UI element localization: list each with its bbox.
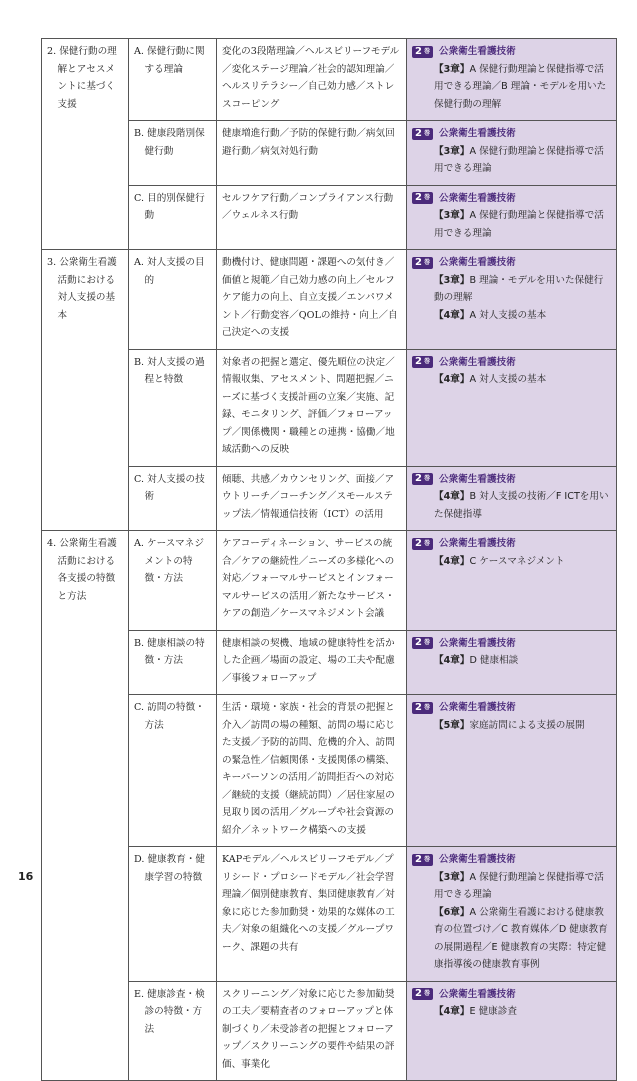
category-cell [42,630,129,695]
subcategory-cell [129,695,217,847]
chapter-label: 【6章】 [434,906,470,918]
content-cell: 健康相談の契機、地域の健康特性を活かした企画／場面の設定、場の工夫や配慮／事後フォローアップ [217,630,407,695]
category-cell [42,121,129,186]
subcategory-label: E. 健康診査・検診の特徴・方法 [134,988,205,1035]
volume-number: 2 [415,988,422,1000]
reference-header [412,43,611,61]
volume-suffix: 巻 [423,129,430,137]
volume-number: 2 [415,473,422,485]
content-cell: セルフケア行動／コンプライアンス行動／ウェルネス行動 [217,185,407,250]
category-label: 3. 公衆衛生看護活動における対人支援の基本 [47,257,117,321]
reference-cell [407,847,617,982]
page-number: 16 [18,870,34,883]
volume-number: 2 [415,637,422,649]
subcategory-cell [129,847,217,982]
chapter-label: 【4章】 [434,309,470,321]
volume-suffix: 巻 [423,639,430,647]
reference-header [412,190,611,208]
subcategory-label: A. 対人支援の目的 [134,257,205,286]
volume-suffix: 巻 [423,990,430,998]
volume-badge-icon [412,192,433,204]
category-cell [42,466,129,531]
chapter-label: 【5章】 [434,719,470,731]
reference-cell [407,185,617,250]
reference-line [412,553,611,571]
reference-header [412,986,611,1004]
reference-header [412,254,611,272]
reference-cell [407,349,617,466]
subcategory-label: A. ケースマネジメントの特徴・方法 [134,538,204,584]
reference-line [412,207,611,242]
reference-header [412,851,611,869]
reference-cell [407,695,617,847]
subcategory-cell [129,121,217,186]
content-cell: 傾聴、共感／カウンセリング、面接／アウトリーチ／コーチング／スモールステップ法／情報通信技術（ICT）の活用 [217,466,407,531]
reference-cell [407,39,617,121]
table-row [42,121,617,186]
volume-number: 2 [415,537,422,549]
table-row [42,531,617,631]
reference-title: 公衆衛生看護技術 [438,988,516,1000]
chapter-text: A 対人支援の基本 [469,309,547,321]
chapter-text: 家庭訪問による支援の展開 [469,719,585,731]
reference-header [412,125,611,143]
table-row [42,695,617,847]
reference-title: 公衆衛生看護技術 [438,637,516,649]
volume-number: 2 [415,256,422,268]
subcategory-cell [129,250,217,350]
chapter-label: 【3章】 [434,210,470,221]
content-cell: ケアコーディネーション、サービスの統合／ケアの継続性／ニーズの多様化への対応／フォーマルサービスとインフォーマルサービスの活用／新たなサービス・ケアの創造／ケースマネジメント会議 [217,531,407,631]
table-row [42,847,617,982]
volume-badge-icon [412,46,433,58]
volume-suffix: 巻 [423,475,430,483]
volume-badge-icon [412,988,433,1000]
category-cell [42,981,129,1081]
chapter-text: B 対人支援の技術／F ICTを用いた保健指導 [434,491,609,520]
reference-line [412,143,611,178]
volume-number: 2 [415,45,422,57]
content-cell: スクリーニング／対象に応じた参加勧奨の工夫／要精査者のフォローアップと体制づくり／未受診者の把握とフォローアップ／スクリーニングの要件や結果の評価、事業化 [217,981,407,1081]
reference-header [412,635,611,653]
reference-title: 公衆衛生看護技術 [438,128,516,139]
reference-header [412,699,611,717]
category-cell [42,695,129,847]
subcategory-cell [129,349,217,466]
subcategory-cell [129,466,217,531]
volume-suffix: 巻 [423,258,430,266]
category-cell [42,39,129,121]
chapter-label: 【4章】 [434,1006,470,1017]
chapter-text: B 理論・モデルを用いた保健行動の理解 [434,274,604,303]
reference-cell [407,981,617,1081]
volume-suffix: 巻 [423,47,430,55]
volume-suffix: 巻 [423,539,430,547]
reference-header [412,354,611,372]
reference-line [412,307,611,325]
chapter-text: A 保健行動理論と保健指導で活用できる理論 [434,145,604,174]
volume-number: 2 [415,192,422,204]
reference-line [412,652,611,670]
reference-line [412,272,611,307]
category-cell [42,531,129,631]
reference-title: 公衆衛生看護技術 [438,46,516,57]
chapter-label: 【4章】 [434,655,470,666]
subcategory-cell [129,531,217,631]
reference-line [412,488,611,523]
reference-line [412,869,611,904]
reference-cell [407,531,617,631]
chapter-text: E 健康診査 [469,1006,517,1017]
volume-badge-icon [412,702,433,714]
category-cell [42,847,129,982]
reference-cell [407,630,617,695]
content-cell: 生活・環境・家族・社会的背景の把握と介入／訪問の場の種類、訪問の場に応じた支援／予防的訪問、危機的介入、訪問の緊急性／信頼関係・支援関係の構築、キーパーソンの活用／訪問拒否への対応／継続的支援（継続訪問）／居住家屋の見取り図の活用／グループや社会資源の紹介／ネットワーク構築への支援 [217,695,407,847]
table-row [42,630,617,695]
chapter-label: 【3章】 [434,274,470,286]
table-row [42,250,617,350]
chapter-text: A 対人支援の基本 [469,374,547,385]
chapter-label: 【4章】 [434,374,470,385]
chapter-text: D 健康相談 [469,655,519,666]
table-row [42,185,617,250]
subcategory-label: B. 健康段階別保健行動 [134,128,205,157]
content-cell: 動機付け、健康問題・課題への気付き／価値と規範／自己効力感の向上／セルフケア能力の向上、自立支援／エンパワメント／行動変容／QOLの維持・向上／自己決定への支援 [217,250,407,350]
reference-line [412,717,611,735]
subcategory-label: A. 保健行動に関する理論 [134,46,205,75]
reference-line [412,61,611,114]
reference-header [412,535,611,553]
volume-suffix: 巻 [423,703,430,711]
volume-badge-icon [412,637,433,649]
reference-line [412,904,611,974]
volume-number: 2 [415,356,422,368]
content-cell: 対象者の把握と選定、優先順位の決定／情報収集、アセスメント、問題把握／ニーズに基づく支援計画の立案／実施、記録、モニタリング、評価／フォローアップ／関係機関・職種との連携・協働／地域活動への反映 [217,349,407,466]
volume-badge-icon [412,538,433,550]
chapter-label: 【3章】 [434,145,470,157]
volume-suffix: 巻 [423,194,430,202]
subcategory-label: C. 訪問の特徴・方法 [134,702,205,731]
volume-number: 2 [415,853,422,865]
volume-badge-icon [412,356,433,368]
category-cell [42,185,129,250]
chapter-text: C ケースマネジメント [469,555,565,567]
subcategory-label: C. 対人支援の技術 [134,473,205,502]
table-row [42,466,617,531]
category-label: 2. 保健行動の理解とアセスメントに基づく支援 [47,46,117,110]
chapter-label: 【4章】 [434,555,470,567]
volume-badge-icon [412,128,433,140]
chapter-text: A 保健行動理論と保健指導で活用できる理論 [434,871,604,900]
reference-line [412,371,611,389]
subcategory-cell [129,981,217,1081]
subcategory-label: B. 健康相談の特徴・方法 [134,637,205,666]
subcategory-label: B. 対人支援の過程と特徴 [134,356,205,385]
chapter-label: 【3章】 [434,63,470,75]
chapter-label: 【4章】 [434,491,470,502]
reference-cell [407,466,617,531]
reference-title: 公衆衛生看護技術 [438,192,516,204]
table-row [42,39,617,121]
content-cell: 健康増進行動／予防的保健行動／病気回避行動／病気対処行動 [217,121,407,186]
volume-number: 2 [415,701,422,713]
chapter-label: 【3章】 [434,871,470,883]
category-cell [42,250,129,350]
subcategory-cell [129,630,217,695]
volume-suffix: 巻 [423,358,430,366]
reference-title: 公衆衛生看護技術 [438,538,516,549]
volume-suffix: 巻 [423,855,430,863]
table-row [42,981,617,1081]
chapter-text: A 保健行動理論と保健指導で活用できる理論 [434,210,604,239]
reference-title: 公衆衛生看護技術 [438,854,516,865]
reference-title: 公衆衛生看護技術 [438,257,516,268]
reference-title: 公衆衛生看護技術 [438,702,516,713]
subcategory-label: D. 健康教育・健康学習の特徴 [134,854,206,883]
volume-badge-icon [412,854,433,866]
chapter-text: A 公衆衛生看護における健康教育の位置づけ／C 教育媒体／D 健康教育の展開過程／E 健康教育の実際：特定健康指導後の健康教育事例 [434,906,608,970]
chapter-text: A 保健行動理論と保健指導で活用できる理論／B 理論・モデルを用いた保健行動の理解 [434,63,607,110]
reference-header [412,471,611,489]
reference-cell [407,121,617,186]
volume-badge-icon [412,257,433,269]
content-cell: KAPモデル／ヘルスビリーフモデル／プリシード・プロシードモデル／社会学習理論／個別健康教育、集団健康教育／対象に応じた参加動奨・効果的な媒体の工夫／対象の組織化への支援／グループワーク、課題の共有 [217,847,407,982]
curriculum-table [41,38,617,1081]
table-row [42,349,617,466]
subcategory-cell [129,39,217,121]
reference-line [412,1003,611,1021]
content-cell: 変化の3段階理論／ヘルスビリーフモデル／変化ステージ理論／社会的認知理論／ヘルスリテラシー／自己効力感／ストレスコーピング [217,39,407,121]
subcategory-label: C. 目的別保健行動 [134,192,205,221]
subcategory-cell [129,185,217,250]
volume-number: 2 [415,127,422,139]
category-label: 4. 公衆衛生看護活動における各支援の特徴と方法 [47,538,117,602]
volume-badge-icon [412,473,433,485]
reference-title: 公衆衛生看護技術 [438,356,516,368]
reference-title: 公衆衛生看護技術 [438,473,516,485]
reference-cell [407,250,617,350]
category-cell [42,349,129,466]
